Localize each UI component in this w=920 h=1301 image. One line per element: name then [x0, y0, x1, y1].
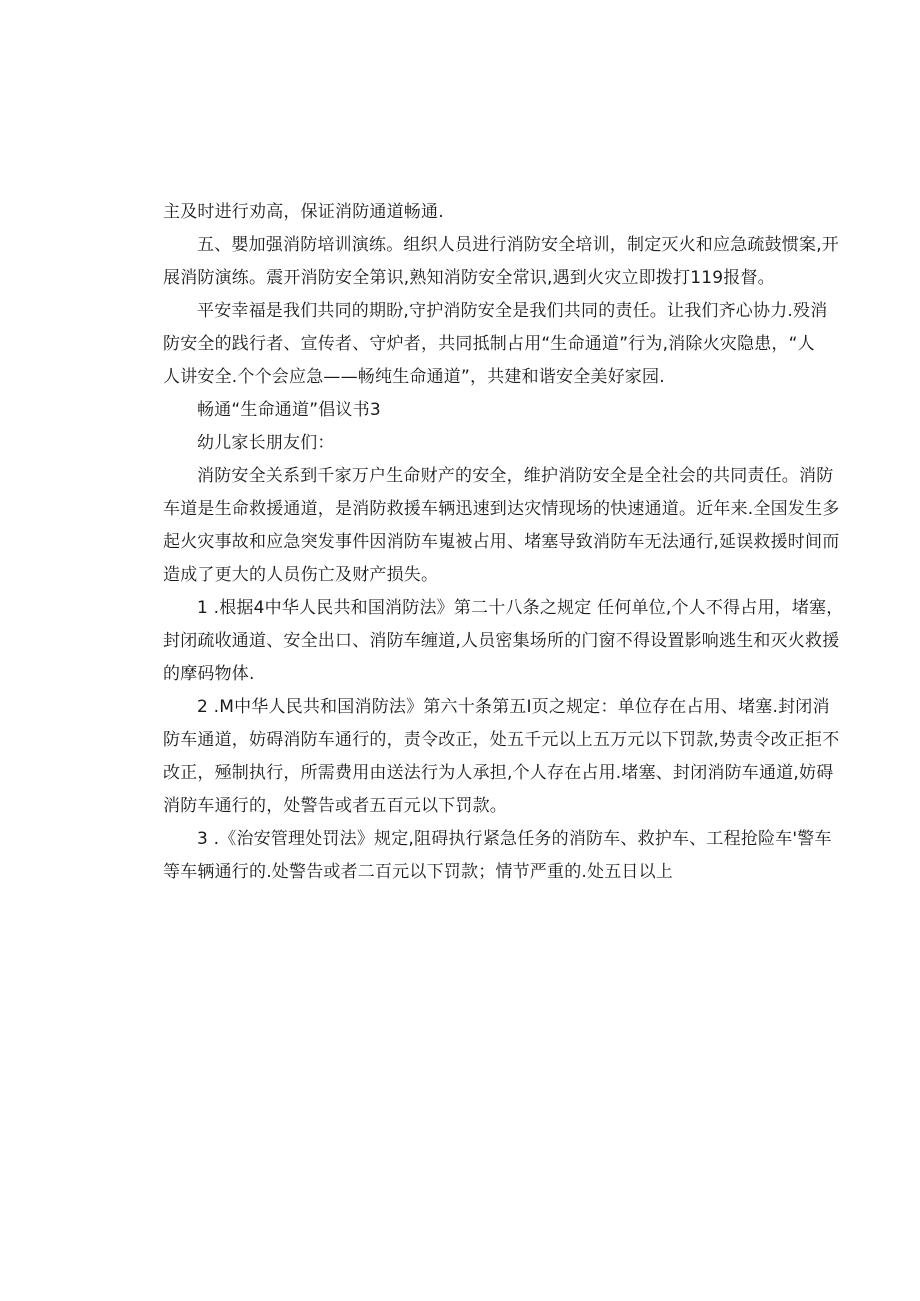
numbered-item	[163, 592, 844, 691]
text-line: 车道是生命救援通道，是消防救援车辆迅速到达灾情现场的快速通道。近年来.全国发生多	[163, 499, 840, 519]
text-line: 造成了更大的人员伤亡及财产损失。	[163, 565, 439, 585]
document-body	[163, 196, 844, 889]
paragraph	[163, 196, 773, 229]
text-line: 畅通“生命通道”倡议书3	[197, 400, 381, 420]
text-line: 1 .根据4中华人民共和国消防法》第二十八条之规定 任何单位,个人不得占用，堵塞，	[197, 598, 844, 618]
text-line: 防车通道，妨碍消防车通行的，责令改正，处五千元以上五万元以下罚款,势责令改正拒不	[163, 730, 840, 750]
text-line: 展消防演练。震开消防安全第识,熟知消防安全常识,遇到火灾立即拨打119报督。	[163, 268, 775, 288]
text-line: 平安幸福是我们共同的期盼,守护消防安全是我们共同的责任。让我们齐心协力.殁消	[197, 301, 828, 321]
text-line: 消防车通行的，处警告或者五百元以下罚款。	[163, 796, 507, 816]
text-line: 人讲安全.个个会应急——畅纯生命通道”，共建和谐安全美好家园.	[163, 367, 665, 387]
numbered-item	[163, 691, 840, 823]
numbered-item	[163, 823, 832, 889]
paragraph	[163, 295, 828, 394]
paragraph	[163, 460, 840, 592]
text-line: 主及时进行劝高，保证消防通道畅通.	[163, 202, 444, 222]
paragraph	[163, 229, 840, 295]
salutation	[163, 427, 773, 460]
text-line: 2 .M中华人民共和国消防法》第六十条第五I页之规定：单位存在占用、堵塞.封闭消	[197, 697, 830, 717]
text-line: 消防安全关系到千家万户生命财产的安全，维护消防安全是全社会的共同责任。消防	[197, 466, 834, 486]
text-line: 封闭疏收通道、安全出口、消防车缠道,人员密集场所的门窗不得设置影响逃生和灭火救援	[163, 631, 840, 651]
text-line: 起火灾事故和应急突发事件因消防车嵬被占用、堵塞导致消防车无法通行,延误救援时间而	[163, 532, 840, 552]
section-title	[163, 394, 773, 427]
text-line: 防安全的践行者、宣传者、守炉者，共同抵制占用“生命通道”行为,消除火灾隐患，“人	[163, 334, 815, 354]
text-line: 的摩码物体.	[163, 664, 255, 684]
text-line: 改正，殛制执行，所需费用由送法行为人承担,个人存在占用.堵塞、封闭消防车通道,妨碍	[163, 763, 834, 783]
text-line: 五、嬰加强消防培训演练。组织人员进行消防安全培训，制定灭火和应急疏鼓惯案,开	[197, 235, 840, 255]
text-line: 等车辆通行的.处警告或者二百元以下罚款；情节严重的.处五日以上	[163, 862, 674, 882]
text-line: 3 .《治安管理处罚法》规定,阻碍执行紧急任务的消防车、救护车、工程抢险车'警车	[197, 829, 832, 849]
text-line: 幼儿家长朋友们：	[197, 433, 335, 453]
